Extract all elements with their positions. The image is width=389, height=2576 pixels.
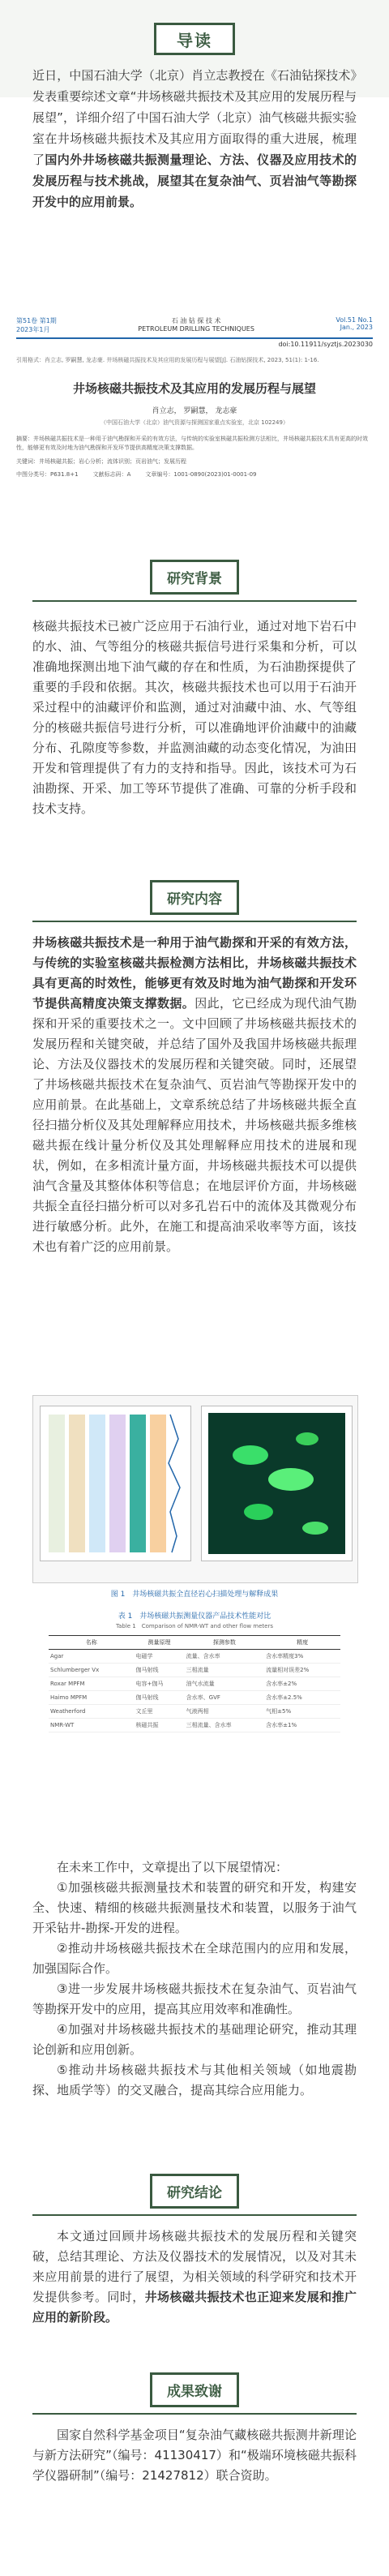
table-cell: 伽马射线 — [134, 1664, 184, 1677]
divider — [32, 921, 357, 922]
t2-scan-chart — [202, 1406, 352, 1561]
paper-title: 井场核磁共振技术及其应用的发展历程与展望 — [72, 381, 316, 396]
ack-heading-text: 成果致谢 — [150, 2372, 239, 2407]
conclusion-paragraph — [32, 2226, 357, 2328]
table-header: 探测参数 — [185, 1636, 265, 1650]
divider — [32, 2214, 357, 2216]
table-cell: Schlumberger Vx — [49, 1664, 134, 1677]
intro-text: 近日，中国石油大学（北京）肖立志教授在《石油钻探技术》发表重要综述文章“井场核磁共振技术及其应用的发展历程与展望”，详细介绍了中国石油大学（北京）油气核磁共振实验室在井场核磁共振技术及其应用方面取得的重大进展，梳理了 — [32, 68, 357, 167]
table-header: 精度 — [264, 1636, 340, 1650]
table-row — [49, 1719, 340, 1732]
journal-name: 石 油 钻 探 技 术 PETROLEUM DRILLING TECHNIQUES — [138, 317, 254, 333]
log-track-panel — [40, 1406, 191, 1561]
figure-caption: 图 1 井场核磁共振全直径岩心扫描处理与解释成果 — [110, 1591, 279, 1599]
table-cell: 电容+伽马 — [134, 1677, 184, 1691]
table-cell: 油气水流量 — [185, 1677, 265, 1691]
intro-paragraph — [32, 65, 357, 213]
nmr-core-scan-figure — [32, 1395, 358, 1583]
conclusion-text: 本文通过回顾井场核磁共振技术的发展历程和关键突破，总结其理论、方法及仪器技术的发展情况，以及对其未来应用前景的进行了展望，为相关领域的科学研究和技术开发提供参考。同时， — [32, 2229, 357, 2304]
log-track-chart — [41, 1406, 190, 1561]
ack-heading — [0, 2372, 389, 2407]
content-heading — [0, 880, 389, 915]
journal-issue: 第51卷 第1期 2023年1月 — [16, 317, 57, 333]
paper-doi[interactable]: doi:10.11911/syztjs.2023030 — [278, 341, 373, 348]
class-number: 中图分类号：P631.8+1 — [16, 471, 79, 478]
paper-citation: 引用格式：肖立志, 罗嗣慧, 龙志豪. 井场核磁共振技术及其应用的发展历程与展望[J]. 石油钻探技术, 2023, 51(1): 1-16. — [16, 357, 319, 363]
prospect-item: ④加强对井场核磁共振技术的基础理论研究，推动其理论创新和应用创新。 — [32, 2022, 357, 2057]
journal-header — [16, 316, 373, 339]
paper-abstract: 摘要：井场核磁共振技术是一种用于油气勘探和开采的有效方法，与传统的实验室核磁共振检测方法相比，井场核磁共振技术具有更高的时效性，能够更有效及时地为油气勘探和开发环节提供高精度决策支撑数据。 — [16, 436, 368, 451]
conclusion-heading — [0, 2174, 389, 2209]
prospect-item: ②推动井场核磁共振技术在全球范围内的应用和发展，加强国际合作。 — [32, 1941, 357, 1976]
table-cell: 含水率±2% — [264, 1677, 340, 1691]
table-row — [49, 1664, 340, 1677]
table-cell: Weatherford — [49, 1705, 134, 1719]
prospect-item: ③进一步发展井场核磁共振技术在复杂油气、页岩油气等勘探开发中的应用，提高其应用效率和准确性。 — [32, 1981, 357, 2016]
table-cell: 三相流量、含水率 — [185, 1719, 265, 1732]
conclusion-bold-text: 井场核磁共振技术也正迎来发展和推广应用的新阶段。 — [32, 2290, 357, 2325]
content-paragraph — [32, 933, 357, 1257]
table-cell: 流量、含水率 — [185, 1650, 265, 1664]
table-cell: 三相流量 — [185, 1664, 265, 1677]
ack-paragraph — [32, 2425, 357, 2486]
table-row — [49, 1650, 340, 1664]
table-cell: 气相±5% — [264, 1705, 340, 1719]
article-number: 文章编号：1001-0890(2023)01-0001-09 — [145, 471, 257, 478]
table-cell: 气液两相 — [185, 1705, 265, 1719]
background-text: 核磁共振技术已被广泛应用于石油行业，通过对地下岩石中的水、油、气等组分的核磁共振信号进行采集和分析，可以准确地探测出地下油气藏的存在和性质，为石油勘探提供了重要的手段和依据。其次，核磁共振技术也可以用于石油开采过程中的油藏评价和监测，通过对油藏中油、水、气等组分的核磁共振信号进行分析，可以准确地评价油藏中的油藏分布、孔隙度等参数，并监测油藏的动态变化情况，为油田开发和管理提供了有力的支持和指导。因此，该技术可为石油勘探、开采、加工等环节提供了准确、可靠的分析手段和技术支持。 — [32, 619, 357, 816]
comparison-table — [49, 1635, 340, 1732]
table-cell: NMR-WT — [49, 1719, 134, 1732]
journal-volume: Vol.51 No.1 Jan., 2023 — [336, 316, 373, 331]
prospect-item: ⑤推动井场核磁共振技术与其他相关领域（如地震勘探、地质学等）的交叉融合，提高其综合应用能力。 — [32, 2063, 357, 2097]
prospect-item: ①加强核磁共振测量技术和装置的研究和开发，构建安全、快速、精细的核磁共振测量技术和装置，以服务于油气开采钻井-勘探-开发的进程。 — [32, 1880, 357, 1935]
table-cell: 含水率精度3% — [264, 1650, 340, 1664]
table-header: 名称 — [49, 1636, 134, 1650]
background-heading — [0, 560, 389, 595]
paper-classification — [16, 470, 373, 479]
divider — [32, 600, 357, 602]
paper-excerpt — [16, 316, 373, 479]
content-text: 因此，它已经成为现代油气勘探和开采的重要技术之一。文中回顾了井场核磁共振技术的发展历程和关键突破，并总结了国外及我国井场核磁共振理论、方法及仪器技术的发展历程和关键突破。同时，还展望了井场核磁共振技术在复杂油气、页岩油气等勘探开发中的应用前景。在此基础上，文章系统总结了井场核磁共振全直径扫描分析仪及其处理解释应用技术，井场核磁共振多维核磁共振在线计量分析仪及其处理解释应用技术的进展和现状，例如，在多相流计量方面，井场核磁共振技术可以提供油气含量及其整体体积等信息；在地层评价方面，井场核磁共振全直径扫描分析可以对多孔岩石中的流体及其微观分布进行敏感分析。此外，在施工和提高油采收率等方面，该技术也有着广泛的应用前景。 — [32, 996, 357, 1254]
table-row — [49, 1705, 340, 1719]
background-heading-text: 研究背景 — [150, 560, 239, 595]
paper-affiliation: （中国石油大学（北京）油气资源与探测国家重点实验室，北京 102249） — [100, 419, 289, 426]
table-row — [49, 1677, 340, 1691]
table-cell: 含水率±2.5% — [264, 1691, 340, 1705]
background-paragraph — [32, 616, 357, 819]
table-cell: 含水率、GVF — [185, 1691, 265, 1705]
content-heading-text: 研究内容 — [150, 880, 239, 915]
table-cell: 电磁学 — [134, 1650, 184, 1664]
prospects-list — [32, 1857, 357, 2101]
ack-text: 国家自然科学基金项目“复杂油气藏核磁共振测井新理论与新方法研究”（编号：41130417）和“极端环境核磁共振科学仪器研制”（编号：21427812）联合资助。 — [32, 2428, 357, 2483]
table-cell: 核磁共振 — [134, 1719, 184, 1732]
table-cell: Roxar MPFM — [49, 1677, 134, 1691]
doc-code: 文献标志码：A — [92, 471, 131, 478]
divider — [32, 2413, 357, 2415]
table-cell: 文丘里 — [134, 1705, 184, 1719]
table-cell: Haimo MPFM — [49, 1691, 134, 1705]
paper-keywords: 关键词：井场核磁共振；岩心分析；流体识别；页岩油气；发展历程 — [16, 458, 186, 465]
intro-heading-text: 导读 — [177, 30, 212, 50]
intro-bold-text: 国内外井场核磁共振测量理论、方法、仪器及应用技术的发展历程与技术挑战，展望其在复杂油气、页岩油气等勘探开发中的应用前景。 — [32, 152, 357, 209]
table-cell: 含水率±1% — [264, 1719, 340, 1732]
prospects-intro: 在未来工作中，文章提出了以下展望情况： — [57, 1860, 289, 1874]
table-cell: 伽马射线 — [134, 1691, 184, 1705]
table-subtitle: Table 1 Comparison of NMR-WT and other flow meters — [115, 1623, 274, 1629]
conclusion-heading-text: 研究结论 — [150, 2174, 239, 2209]
intro-heading — [154, 23, 235, 55]
table-header: 测量原理 — [134, 1636, 184, 1650]
t2-scan-panel — [201, 1406, 353, 1561]
paper-authors: 肖立志， 罗嗣慧， 龙志豪 — [152, 407, 237, 415]
table-row — [49, 1691, 340, 1705]
table-cell: 流量相对误差2% — [264, 1664, 340, 1677]
table-cell: Agar — [49, 1650, 134, 1664]
content-bold-text: 井场核磁共振技术是一种用于油气勘探和开采的有效方法，与传统的实验室核磁共振检测方法相比，井场核磁共振技术具有更高的时效性，能够更有效及时地为油气勘探和开发环节提供高精度决策支撑数据。 — [32, 935, 357, 1011]
table-title: 表 1 井场核磁共振测量仪器产品技术性能对比 — [118, 1612, 271, 1621]
comparison-table-block — [49, 1610, 340, 1732]
table-header-row — [49, 1636, 340, 1650]
